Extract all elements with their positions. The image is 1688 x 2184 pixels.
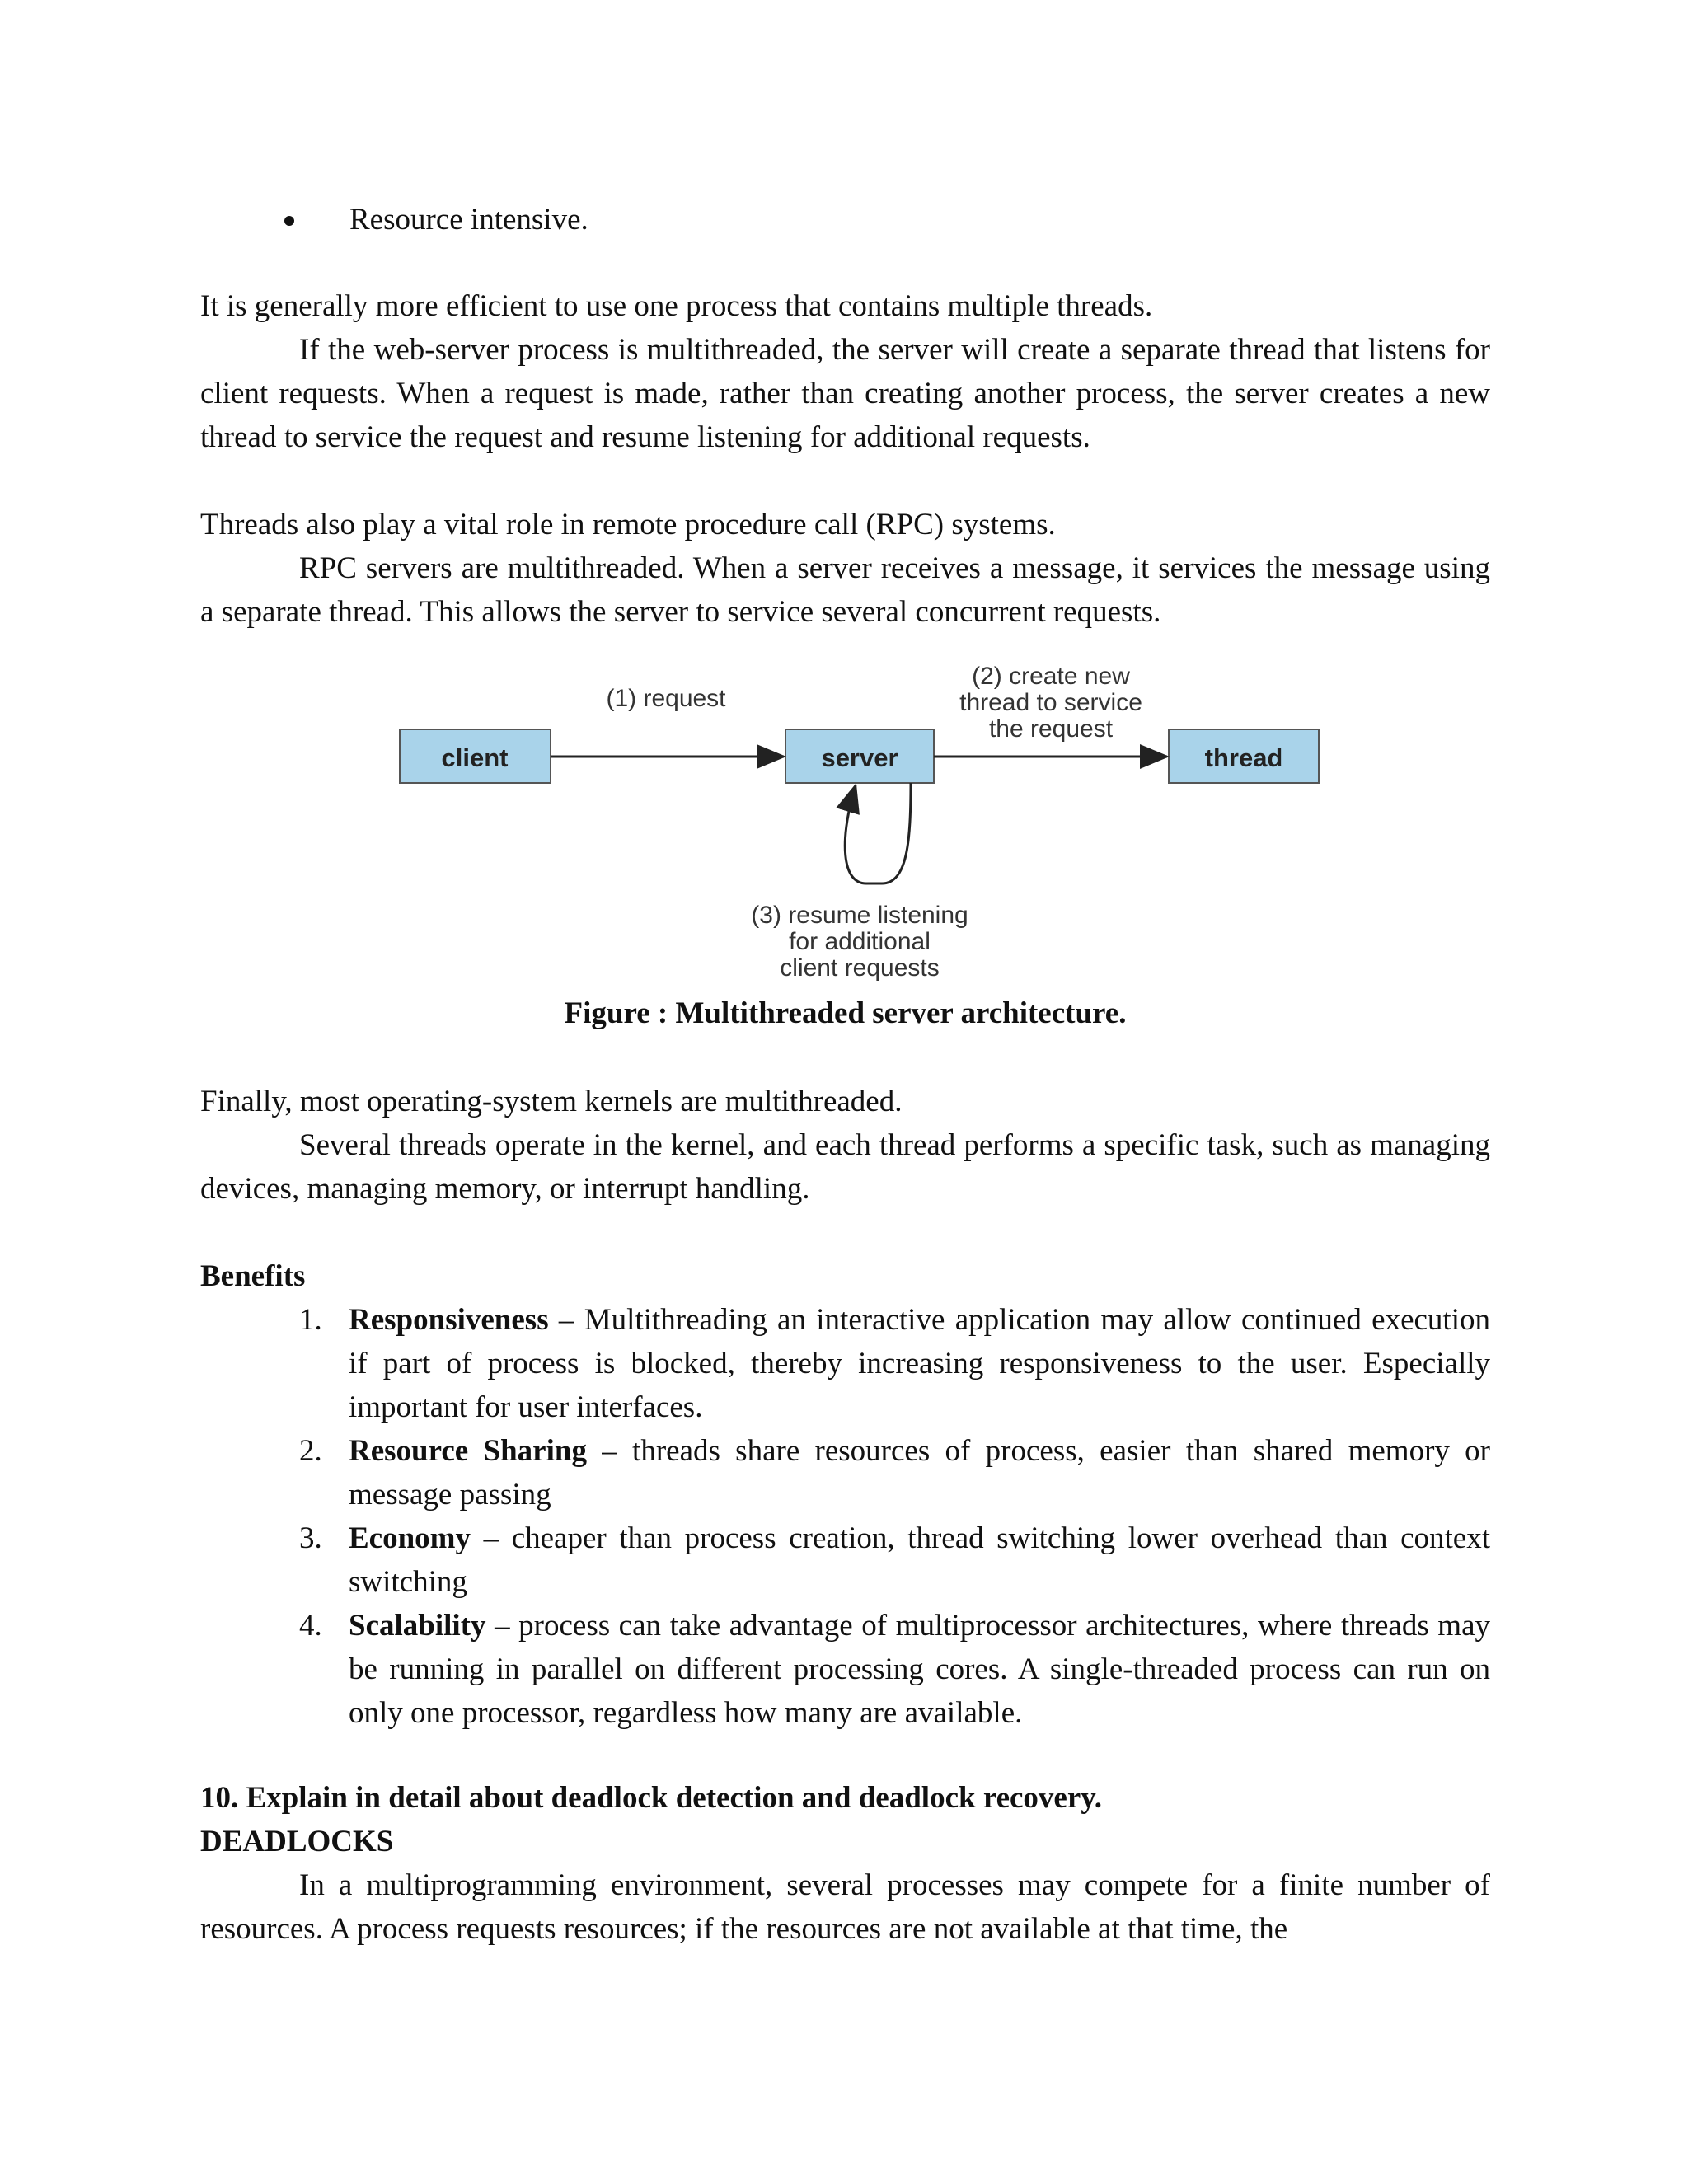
- resume-label-line3: client requests: [780, 954, 940, 982]
- deadlocks-heading: DEADLOCKS: [200, 1825, 394, 1858]
- benefit-text: – process can take advantage of multiprocessor architectures, where threads may be running in parallel on different processing cores. A single-threaded process can run on only one processor, regardless how many are available.: [349, 1609, 1490, 1730]
- paragraph-kernel-threads: Several threads operate in the kernel, and each thread performs a specific task, such as managing devices, managing memory, or interrupt handling.: [200, 1128, 1490, 1206]
- list-number: 2.: [299, 1434, 322, 1468]
- paragraph-rpc-intro: Threads also play a vital role in remote procedure call (RPC) systems.: [200, 508, 1056, 541]
- list-number: 4.: [299, 1609, 322, 1643]
- paragraph-efficiency: It is generally more efficient to use one process that contains multiple threads.: [200, 289, 1153, 323]
- client-label: client: [441, 743, 509, 772]
- resume-label-line2: for additional: [789, 928, 931, 955]
- paragraph-rpc-servers: RPC servers are multithreaded. When a server receives a message, it services the message using a separate thread. This allows the server to service several concurrent requests.: [200, 551, 1490, 629]
- list-number: 1.: [299, 1303, 322, 1337]
- benefit-text: – Multithreading an interactive application may allow continued execution if part of process is blocked, thereby increasing responsiveness to the user. Especially important for user interfaces.: [349, 1303, 1490, 1424]
- rpc-section: [200, 503, 1490, 634]
- benefit-text: – cheaper than process creation, thread switching lower overhead than context switching: [349, 1521, 1490, 1599]
- benefit-term: Scalability: [349, 1609, 486, 1643]
- benefits-list: [200, 1298, 1490, 1735]
- resume-loop-arrow: [845, 783, 911, 883]
- create-thread-label-line3: the request: [988, 715, 1114, 743]
- benefits-heading: Benefits: [200, 1259, 306, 1293]
- paragraph-kernels: Finally, most operating-system kernels are multithreaded.: [200, 1085, 903, 1118]
- question-heading: 10. Explain in detail about deadlock detection and deadlock recovery.: [200, 1781, 1102, 1815]
- deadlocks-section: [200, 1863, 1490, 1951]
- list-item: [200, 1429, 1490, 1516]
- bullet-dot-icon: [284, 216, 294, 226]
- resume-label-line1: (3) resume listening: [751, 902, 968, 929]
- request-label: (1) request: [606, 685, 726, 712]
- benefit-term: Resource Sharing: [349, 1434, 587, 1468]
- thread-label: thread: [1204, 743, 1283, 772]
- server-label: server: [821, 743, 898, 772]
- list-item: [200, 1604, 1490, 1735]
- list-item: [200, 1516, 1490, 1604]
- paragraph-deadlocks: In a multiprogramming environment, several processes may compete for a finite number of resources. A process requests resources; if the resources are not available at that time, the: [200, 1868, 1490, 1946]
- list-number: 3.: [299, 1521, 322, 1555]
- create-thread-label-line2: thread to service: [959, 689, 1142, 716]
- diagram-svg: [200, 651, 1490, 989]
- figure-caption: Figure : Multithreaded server architecture.: [564, 996, 1127, 1030]
- multithreaded-server-diagram: [200, 651, 1490, 989]
- kernel-section: [200, 1080, 1490, 1211]
- benefit-term: Economy: [349, 1521, 471, 1555]
- list-item: [200, 1298, 1490, 1429]
- paragraph-web-server: If the web-server process is multithreaded, the server will create a separate thread that listens for client requests. When a request is made, rather than creating another process, the server creates a new thread to service the request and resume listening for additional requests.: [200, 333, 1490, 454]
- benefit-term: Responsiveness: [349, 1303, 549, 1337]
- threads-efficiency-section: [200, 284, 1490, 459]
- benefit-text: – threads share resources of process, easier than shared memory or message passing: [349, 1434, 1491, 1511]
- bullet-text: Resource intensive.: [349, 203, 588, 237]
- create-thread-label-line1: (2) create new: [972, 663, 1130, 690]
